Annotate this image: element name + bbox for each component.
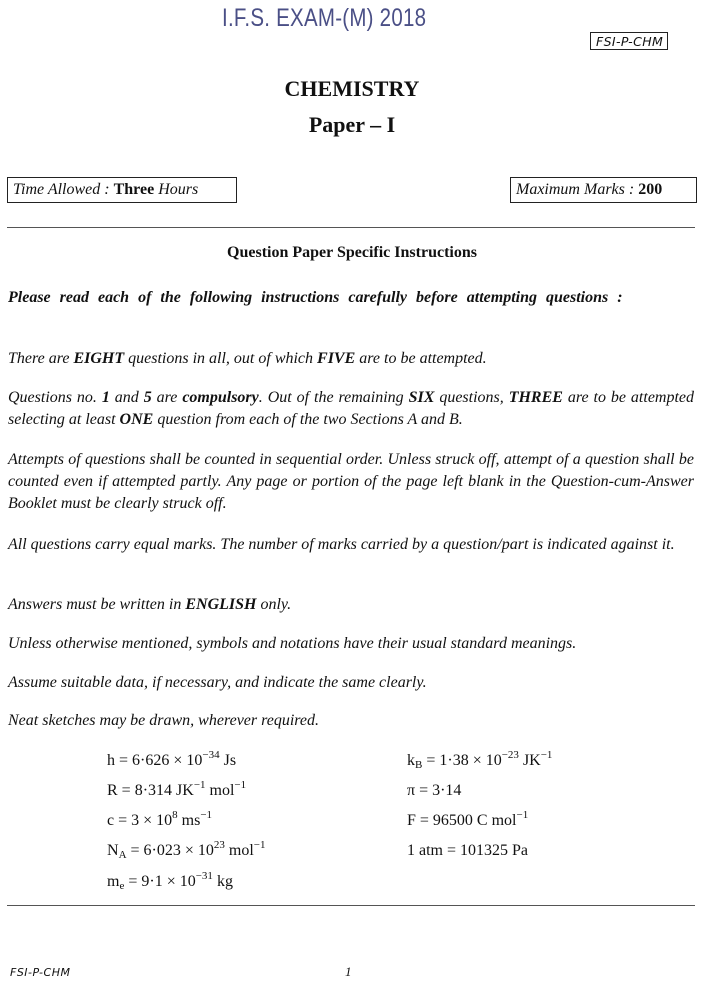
text-run: are [151, 389, 183, 406]
text-run: and [109, 389, 144, 406]
time-allowed-box [7, 177, 237, 203]
maximum-marks-value: 200 [638, 181, 663, 198]
text-run-bold: 5 [143, 389, 152, 406]
text-run-bold: 1 [101, 389, 110, 406]
text-run: Answers must be written in [8, 596, 186, 613]
constant-unit: mol [205, 782, 235, 799]
footer-paper-code: FSI-P-CHM [10, 966, 71, 979]
text-run: Questions no. [8, 389, 102, 406]
page-number: 1 [345, 964, 352, 979]
instruction-notations: Unless otherwise mentioned, symbols and notations have their usual standard meanings. [8, 635, 577, 652]
instructions-heading: Question Paper Specific Instructions [227, 244, 477, 261]
constant-text: = 6·023 × 10 [126, 842, 214, 859]
text-run-bold: SIX [408, 389, 435, 406]
constant-gas [107, 779, 247, 800]
constant-unit: Js [219, 752, 237, 769]
constant-atmosphere: 1 atm = 101325 Pa [407, 842, 529, 859]
constant-exponent: −34 [202, 749, 220, 761]
paper-number: Paper – I [308, 112, 396, 137]
constant-avogadro [107, 839, 266, 861]
constant-exponent: 23 [213, 839, 225, 851]
constant-unit: mol [224, 842, 254, 859]
constant-exponent: −23 [501, 749, 519, 761]
time-allowed-label: Time Allowed : [13, 181, 114, 198]
constant-subscript: e [119, 880, 125, 892]
text-run-bold: FIVE [317, 350, 356, 367]
constant-text: = 9·1 × 10 [124, 873, 196, 890]
constant-subscript: A [118, 849, 127, 861]
instruction-language [8, 594, 694, 616]
text-run: There are [8, 350, 74, 367]
text-run: only. [256, 596, 292, 613]
constant-exponent: −1 [516, 809, 529, 821]
text-run-bold: EIGHT [73, 350, 125, 367]
text-run: questions in all, out of which [124, 350, 318, 367]
constant-unit: JK [518, 752, 541, 769]
constant-exponent: −1 [234, 779, 247, 791]
time-allowed-value: Three [113, 181, 155, 198]
constant-symbol: m [107, 873, 120, 890]
instruction-compulsory [8, 387, 694, 431]
constant-unit: kg [212, 873, 233, 890]
constant-exponent: −31 [195, 870, 213, 882]
constant-text: c = 3 × 10 [107, 812, 173, 829]
constant-light-speed [107, 809, 213, 830]
text-run-bold: compulsory [182, 389, 259, 406]
text-run: are to be attempted. [355, 350, 487, 367]
instruction-suitable-data: Assume suitable data, if necessary, and indicate the same clearly. [8, 674, 427, 691]
text-run-bold: ENGLISH [185, 596, 257, 613]
time-allowed-suffix: Hours [154, 181, 199, 198]
constant-unit: ms [177, 812, 201, 829]
maximum-marks-label: Maximum Marks : [516, 181, 639, 198]
instruction-equal-marks: All questions carry equal marks. The number of marks carried by a question/part is indicated against it. [8, 536, 675, 553]
constant-text: h = 6·626 × 10 [107, 752, 203, 769]
constant-boltzmann [407, 749, 553, 771]
text-run: questions, [434, 389, 509, 406]
bottom-divider [7, 905, 695, 906]
constant-exponent: −1 [540, 749, 553, 761]
top-divider [7, 227, 695, 228]
constant-symbol: k [407, 752, 415, 769]
constant-subscript: B [415, 759, 423, 771]
constant-exponent: −1 [200, 809, 213, 821]
constant-electron-mass [107, 870, 233, 892]
text-run-bold: THREE [508, 389, 563, 406]
text-run: question from each of the two Sections A and B. [153, 411, 463, 428]
constant-text: = 1·38 × 10 [422, 752, 502, 769]
subject-title: CHEMISTRY [284, 76, 420, 101]
constant-exponent: −1 [253, 839, 266, 851]
text-run: are to be attempted selecting at least [8, 389, 695, 428]
text-run: . Out of the remaining [258, 389, 409, 406]
constant-pi: π = 3·14 [407, 782, 462, 799]
constant-exponent: 8 [172, 809, 178, 821]
exam-title-stamp: I.F.S. EXAM-(M) 2018 [222, 4, 427, 32]
instructions-lead: Please read each of the following instructions carefully before attempting questions : [8, 289, 623, 306]
instruction-attempts-order: Attempts of questions shall be counted in sequential order. Unless struck off, attempt of a question shall be counted even if attempted partly. Any page or portion of the page left blank in the Question-cum-Answer Booklet must be clearly struck off. [8, 451, 694, 512]
paper-code-box: FSI-P-CHM [590, 32, 668, 50]
text-run-bold: ONE [119, 411, 154, 428]
maximum-marks-box [510, 177, 697, 203]
constant-faraday [407, 809, 529, 830]
constant-exponent: −1 [193, 779, 206, 791]
constant-text: F = 96500 C mol [407, 812, 517, 829]
constant-symbol: N [107, 842, 119, 859]
constant-planck [107, 749, 237, 770]
instruction-question-count [8, 348, 694, 370]
constant-text: R = 8·314 JK [107, 782, 194, 799]
instruction-sketches: Neat sketches may be drawn, wherever required. [8, 712, 320, 729]
